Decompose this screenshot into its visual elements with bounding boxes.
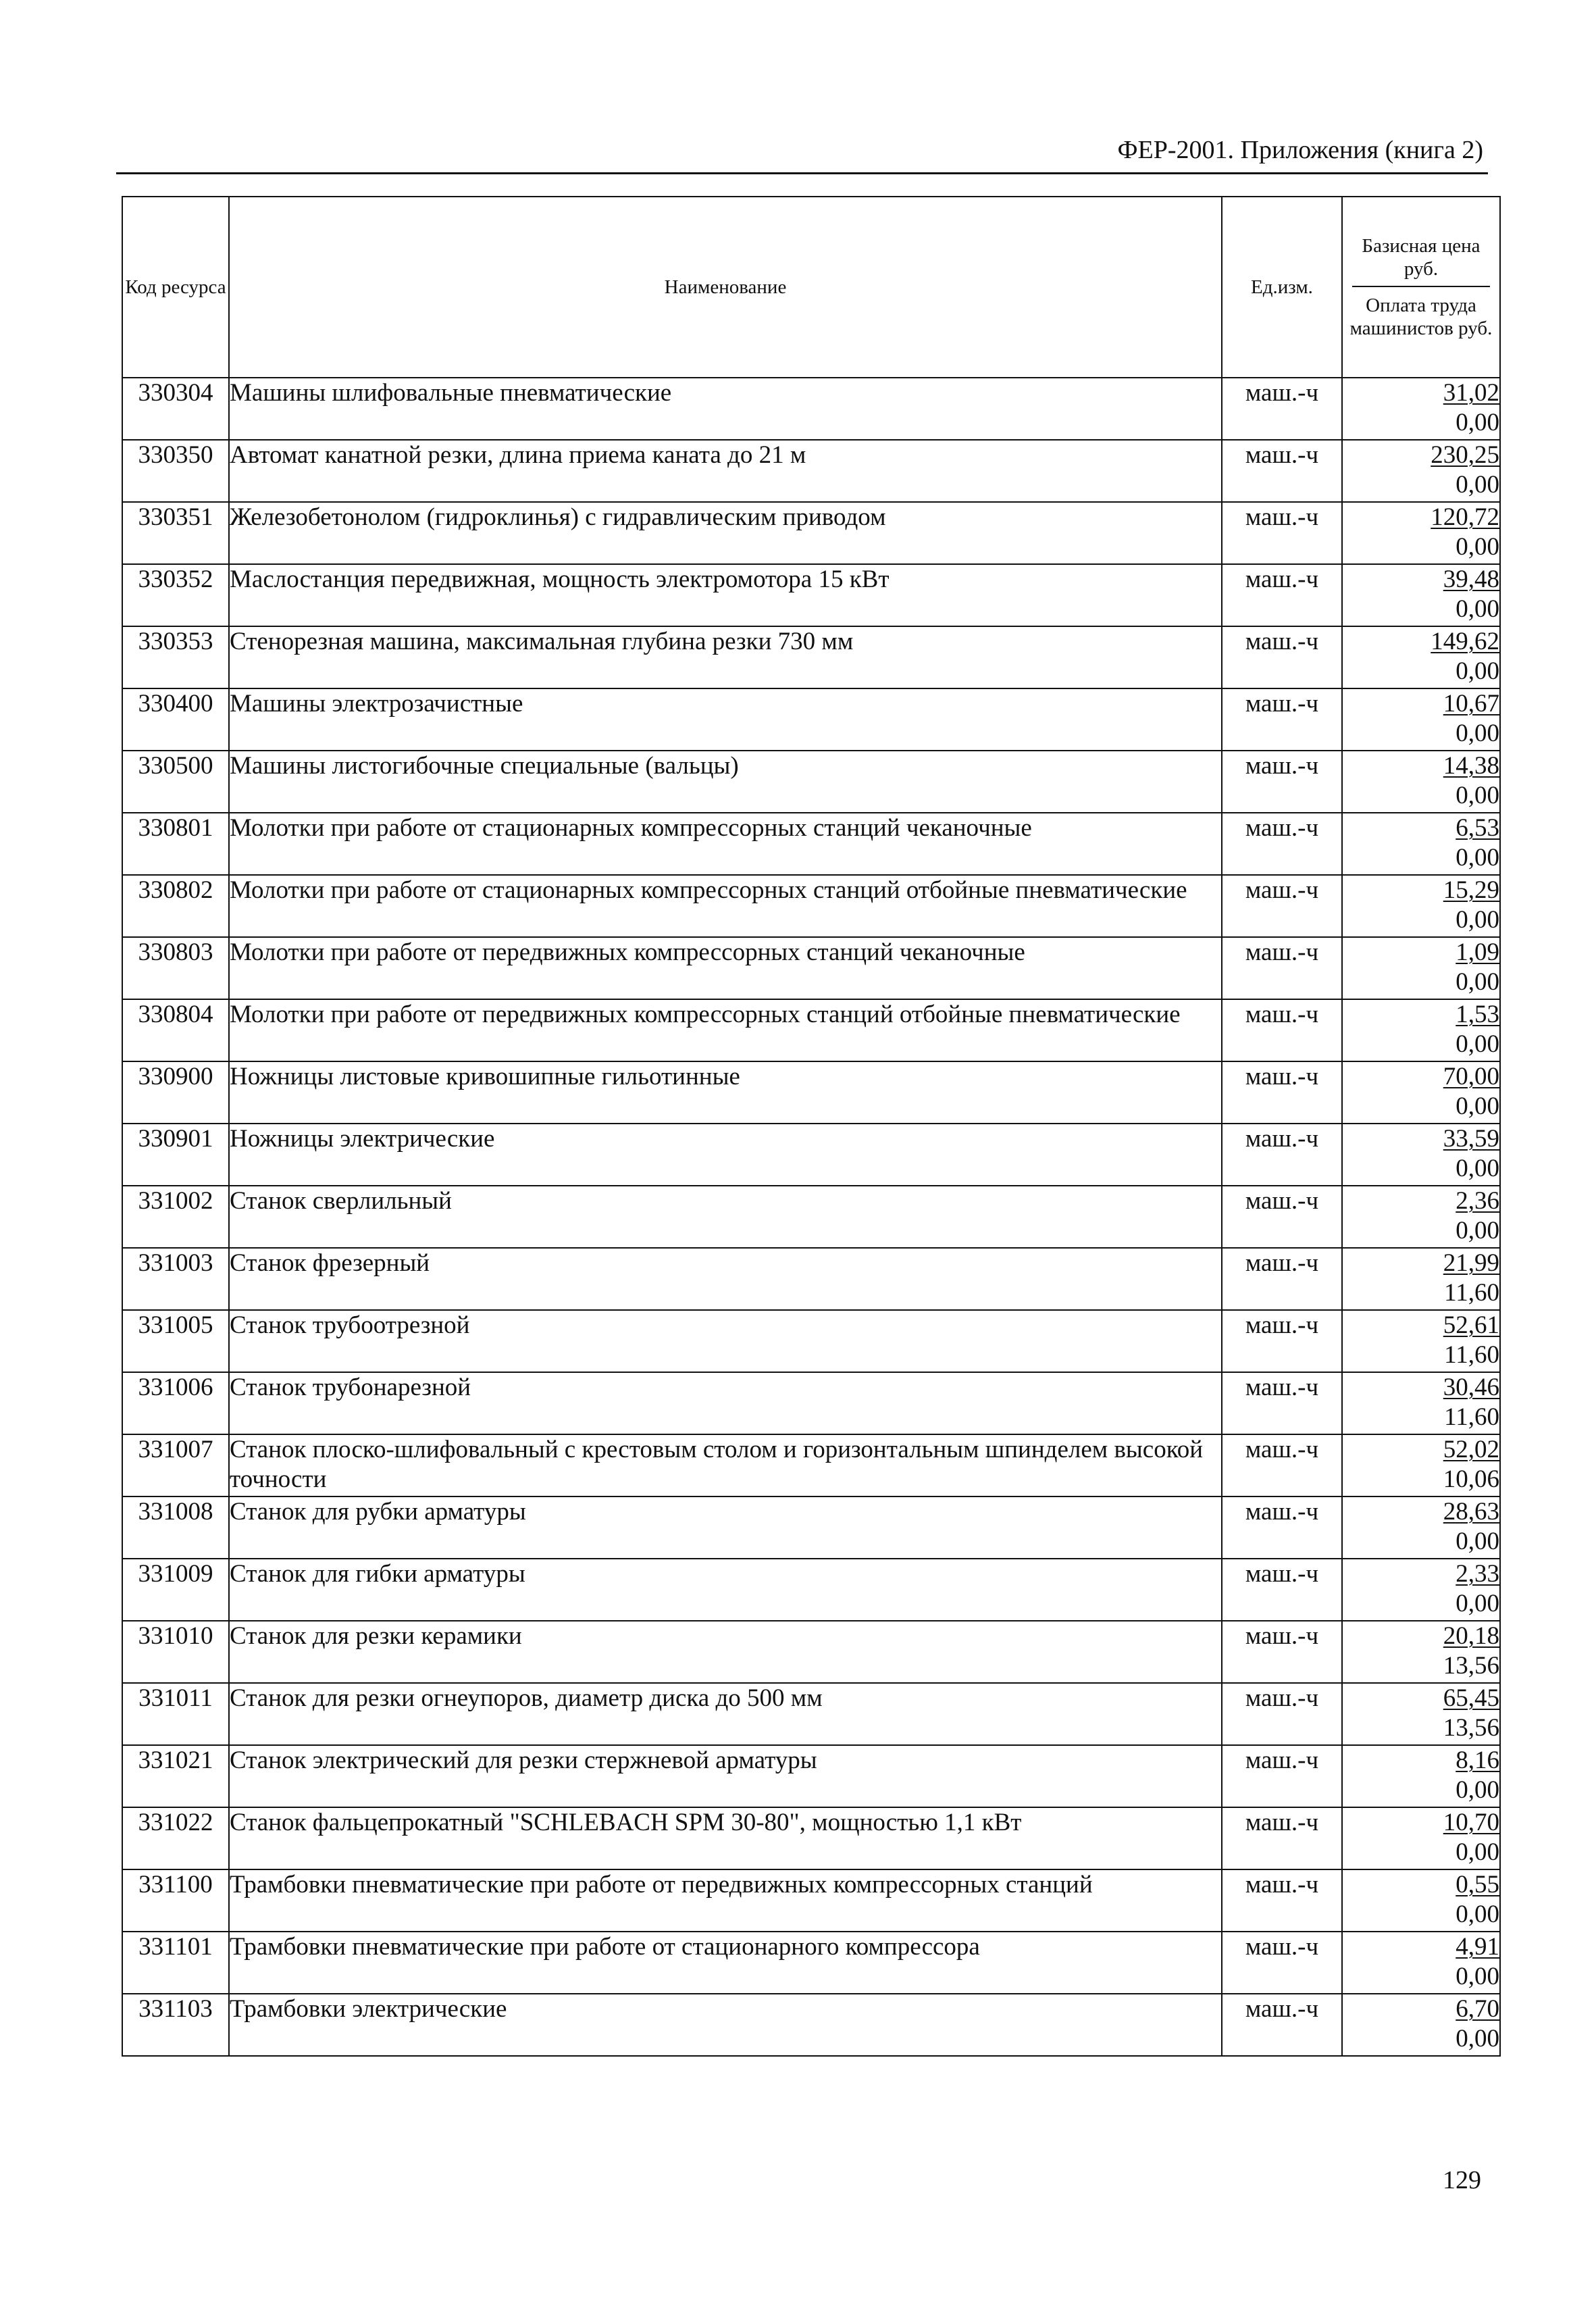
- resource-price-cell: [1342, 813, 1500, 875]
- base-price: 65,45: [1443, 1684, 1499, 1712]
- resource-name: Станок трубонарезной: [229, 1372, 1222, 1434]
- base-price: 15,29: [1443, 876, 1499, 904]
- resource-unit: маш.-ч: [1222, 1559, 1342, 1621]
- resource-unit: маш.-ч: [1222, 1869, 1342, 1932]
- resource-code: 330353: [122, 626, 229, 688]
- table-row: [122, 1683, 1500, 1745]
- resource-price-cell: [1342, 1745, 1500, 1807]
- resource-price-cell: [1342, 1932, 1500, 1994]
- resource-name: Стенорезная машина, максимальная глубина резки 730 мм: [229, 626, 1222, 688]
- table-row: [122, 875, 1500, 937]
- resource-unit: маш.-ч: [1222, 1372, 1342, 1434]
- base-price: 70,00: [1443, 1063, 1499, 1090]
- resource-name: Машины шлифовальные пневматические: [229, 378, 1222, 440]
- resource-code: 331007: [122, 1434, 229, 1496]
- table-row: [122, 1932, 1500, 1994]
- resource-unit: маш.-ч: [1222, 502, 1342, 564]
- resource-price-cell: [1342, 378, 1500, 440]
- resource-price-cell: [1342, 564, 1500, 626]
- resource-unit: маш.-ч: [1222, 688, 1342, 751]
- table-row: [122, 502, 1500, 564]
- resource-code: 330352: [122, 564, 229, 626]
- labor-price: 0,00: [1456, 1590, 1499, 1617]
- table-row: [122, 1186, 1500, 1248]
- resource-code: 331009: [122, 1559, 229, 1621]
- resource-name: Ножницы электрические: [229, 1124, 1222, 1186]
- resource-price-cell: [1342, 1434, 1500, 1496]
- table-row: [122, 1248, 1500, 1310]
- resource-name: Автомат канатной резки, длина приема каната до 21 м: [229, 440, 1222, 502]
- labor-price: 0,00: [1456, 1776, 1499, 1804]
- base-price: 230,25: [1431, 441, 1499, 469]
- column-header-price: [1342, 197, 1500, 378]
- table-row: [122, 378, 1500, 440]
- resource-code: 330304: [122, 378, 229, 440]
- resource-price-cell: [1342, 1310, 1500, 1372]
- base-price: 39,48: [1443, 565, 1499, 593]
- table-row: [122, 440, 1500, 502]
- resource-price-cell: [1342, 751, 1500, 813]
- column-header-divider: [1352, 286, 1490, 287]
- resource-name: Станок сверлильный: [229, 1186, 1222, 1248]
- labor-price: 0,00: [1456, 1838, 1499, 1866]
- resource-code: 331021: [122, 1745, 229, 1807]
- resource-unit: маш.-ч: [1222, 1994, 1342, 2056]
- resource-name: Трамбовки пневматические при работе от стационарного компрессора: [229, 1932, 1222, 1994]
- base-price: 28,63: [1443, 1498, 1499, 1526]
- resource-name: Станок фальцепрокатный "SCHLEBACH SPM 30-80", мощностью 1,1 кВт: [229, 1807, 1222, 1869]
- table-row: [122, 1496, 1500, 1559]
- resource-name: Трамбовки пневматические при работе от передвижных компрессорных станций: [229, 1869, 1222, 1932]
- resource-code: 331011: [122, 1683, 229, 1745]
- resource-code: 330351: [122, 502, 229, 564]
- resource-name: Маслостанция передвижная, мощность электромотора 15 кВт: [229, 564, 1222, 626]
- resource-price-cell: [1342, 1372, 1500, 1434]
- resource-price-table: [122, 196, 1501, 2057]
- resource-unit: маш.-ч: [1222, 1745, 1342, 1807]
- resource-price-cell: [1342, 1559, 1500, 1621]
- resource-price-cell: [1342, 1496, 1500, 1559]
- resource-price-cell: [1342, 1683, 1500, 1745]
- base-price: 33,59: [1443, 1125, 1499, 1153]
- resource-code: 331100: [122, 1869, 229, 1932]
- resource-name: Молотки при работе от стационарных компрессорных станций чеканочные: [229, 813, 1222, 875]
- base-price: 1,53: [1456, 1001, 1499, 1028]
- resource-name: Трамбовки электрические: [229, 1994, 1222, 2056]
- base-price: 10,67: [1443, 690, 1499, 718]
- base-price: 2,36: [1456, 1187, 1499, 1215]
- resource-code: 330900: [122, 1061, 229, 1124]
- resource-unit: маш.-ч: [1222, 378, 1342, 440]
- labor-price: 11,60: [1444, 1403, 1499, 1431]
- labor-price: 0,00: [1456, 1528, 1499, 1555]
- column-header-labor-price: Оплата труда машинистов руб.: [1349, 295, 1493, 339]
- resource-name: Станок для резки керамики: [229, 1621, 1222, 1683]
- resource-unit: маш.-ч: [1222, 626, 1342, 688]
- table-row: [122, 999, 1500, 1061]
- labor-price: 0,00: [1456, 1155, 1499, 1182]
- base-price: 149,62: [1431, 628, 1499, 655]
- table-row: [122, 1559, 1500, 1621]
- base-price: 52,61: [1443, 1311, 1499, 1339]
- resource-price-cell: [1342, 1186, 1500, 1248]
- base-price: 2,33: [1456, 1560, 1499, 1588]
- base-price: 20,18: [1443, 1622, 1499, 1650]
- column-header-unit: Ед.изм.: [1222, 197, 1342, 378]
- labor-price: 0,00: [1456, 533, 1499, 561]
- resource-unit: маш.-ч: [1222, 1434, 1342, 1496]
- base-price: 31,02: [1443, 379, 1499, 407]
- resource-name: Станок для резки огнеупоров, диаметр диска до 500 мм: [229, 1683, 1222, 1745]
- resource-name: Ножницы листовые кривошипные гильотинные: [229, 1061, 1222, 1124]
- resource-unit: маш.-ч: [1222, 1496, 1342, 1559]
- resource-code: 330500: [122, 751, 229, 813]
- resource-code: 331005: [122, 1310, 229, 1372]
- labor-price: 0,00: [1456, 1030, 1499, 1058]
- resource-code: 330804: [122, 999, 229, 1061]
- table-row: [122, 1310, 1500, 1372]
- resource-name: Станок для рубки арматуры: [229, 1496, 1222, 1559]
- resource-code: 331103: [122, 1994, 229, 2056]
- table-body: [122, 378, 1500, 2056]
- labor-price: 0,00: [1456, 1092, 1499, 1120]
- table-row: [122, 1061, 1500, 1124]
- resource-code: 331006: [122, 1372, 229, 1434]
- resource-price-cell: [1342, 1061, 1500, 1124]
- labor-price: 13,56: [1443, 1652, 1499, 1680]
- resource-unit: маш.-ч: [1222, 1248, 1342, 1310]
- resource-name: Станок для гибки арматуры: [229, 1559, 1222, 1621]
- table-row: [122, 1994, 1500, 2056]
- table-header-row: [122, 197, 1500, 378]
- resource-code: 331010: [122, 1621, 229, 1683]
- base-price: 120,72: [1431, 503, 1499, 531]
- base-price: 4,91: [1456, 1933, 1499, 1961]
- table-row: [122, 937, 1500, 999]
- base-price: 6,53: [1456, 814, 1499, 842]
- resource-unit: маш.-ч: [1222, 1932, 1342, 1994]
- labor-price: 0,00: [1456, 471, 1499, 499]
- resource-code: 330901: [122, 1124, 229, 1186]
- table-row: [122, 751, 1500, 813]
- base-price: 52,02: [1443, 1436, 1499, 1463]
- resource-price-cell: [1342, 937, 1500, 999]
- resource-price-cell: [1342, 502, 1500, 564]
- page-number: 129: [1443, 2166, 1481, 2194]
- resource-price-cell: [1342, 1124, 1500, 1186]
- labor-price: 13,56: [1443, 1714, 1499, 1742]
- running-header: ФЕР-2001. Приложения (книга 2): [1117, 136, 1483, 164]
- labor-price: 0,00: [1456, 1901, 1499, 1928]
- resource-price-cell: [1342, 999, 1500, 1061]
- resource-price-cell: [1342, 1621, 1500, 1683]
- table-row: [122, 564, 1500, 626]
- resource-name: Молотки при работе от передвижных компрессорных станций отбойные пневматические: [229, 999, 1222, 1061]
- labor-price: 0,00: [1456, 1217, 1499, 1244]
- table-row: [122, 1124, 1500, 1186]
- resource-price-cell: [1342, 440, 1500, 502]
- resource-name: Станок фрезерный: [229, 1248, 1222, 1310]
- resource-unit: маш.-ч: [1222, 564, 1342, 626]
- resource-name: Молотки при работе от передвижных компрессорных станций чеканочные: [229, 937, 1222, 999]
- base-price: 6,70: [1456, 1995, 1499, 2023]
- labor-price: 0,00: [1456, 720, 1499, 747]
- resource-unit: маш.-ч: [1222, 937, 1342, 999]
- table-row: [122, 1621, 1500, 1683]
- resource-unit: маш.-ч: [1222, 1124, 1342, 1186]
- base-price: 21,99: [1443, 1249, 1499, 1277]
- labor-price: 0,00: [1456, 595, 1499, 623]
- base-price: 14,38: [1443, 752, 1499, 780]
- column-header-base-price: Базисная цена руб.: [1362, 235, 1481, 280]
- labor-price: 0,00: [1456, 1963, 1499, 1990]
- resource-name: Машины листогибочные специальные (вальцы): [229, 751, 1222, 813]
- labor-price: 0,00: [1456, 409, 1499, 436]
- column-header-code: Код ресурса: [122, 197, 229, 378]
- column-header-name: Наименование: [229, 197, 1222, 378]
- base-price: 0,55: [1456, 1871, 1499, 1898]
- resource-price-cell: [1342, 875, 1500, 937]
- resource-name: Молотки при работе от стационарных компрессорных станций отбойные пневматические: [229, 875, 1222, 937]
- base-price: 30,46: [1443, 1374, 1499, 1401]
- resource-unit: маш.-ч: [1222, 751, 1342, 813]
- table-row: [122, 1807, 1500, 1869]
- resource-code: 330350: [122, 440, 229, 502]
- resource-code: 331008: [122, 1496, 229, 1559]
- resource-unit: маш.-ч: [1222, 875, 1342, 937]
- header-rule: [116, 172, 1488, 174]
- labor-price: 0,00: [1456, 2025, 1499, 2053]
- resource-unit: маш.-ч: [1222, 999, 1342, 1061]
- resource-code: 331101: [122, 1932, 229, 1994]
- resource-code: 330801: [122, 813, 229, 875]
- resource-price-cell: [1342, 688, 1500, 751]
- resource-unit: маш.-ч: [1222, 1807, 1342, 1869]
- table-row: [122, 1372, 1500, 1434]
- resource-unit: маш.-ч: [1222, 1186, 1342, 1248]
- labor-price: 0,00: [1456, 906, 1499, 934]
- table-row: [122, 1434, 1500, 1496]
- resource-unit: маш.-ч: [1222, 1310, 1342, 1372]
- resource-name: Станок электрический для резки стержневой арматуры: [229, 1745, 1222, 1807]
- table-row: [122, 688, 1500, 751]
- labor-price: 0,00: [1456, 844, 1499, 872]
- resource-price-cell: [1342, 1869, 1500, 1932]
- labor-price: 0,00: [1456, 782, 1499, 809]
- resource-unit: маш.-ч: [1222, 1061, 1342, 1124]
- base-price: 8,16: [1456, 1746, 1499, 1774]
- resource-code: 330802: [122, 875, 229, 937]
- resource-code: 331002: [122, 1186, 229, 1248]
- resource-price-cell: [1342, 1248, 1500, 1310]
- base-price: 1,09: [1456, 938, 1499, 966]
- table-row: [122, 1745, 1500, 1807]
- resource-name: Железобетонолом (гидроклинья) с гидравлическим приводом: [229, 502, 1222, 564]
- resource-price-cell: [1342, 1994, 1500, 2056]
- resource-unit: маш.-ч: [1222, 1683, 1342, 1745]
- base-price: 10,70: [1443, 1809, 1499, 1836]
- table-row: [122, 626, 1500, 688]
- resource-unit: маш.-ч: [1222, 1621, 1342, 1683]
- resource-code: 330400: [122, 688, 229, 751]
- labor-price: 11,60: [1444, 1341, 1499, 1369]
- resource-unit: маш.-ч: [1222, 813, 1342, 875]
- table-row: [122, 813, 1500, 875]
- resource-name: Станок плоско-шлифовальный с крестовым столом и горизонтальным шпинделем высокой точности: [229, 1434, 1222, 1496]
- resource-unit: маш.-ч: [1222, 440, 1342, 502]
- labor-price: 10,06: [1443, 1465, 1499, 1493]
- labor-price: 0,00: [1456, 657, 1499, 685]
- resource-code: 331022: [122, 1807, 229, 1869]
- resource-price-cell: [1342, 1807, 1500, 1869]
- table-row: [122, 1869, 1500, 1932]
- resource-code: 330803: [122, 937, 229, 999]
- resource-price-cell: [1342, 626, 1500, 688]
- labor-price: 0,00: [1456, 968, 1499, 996]
- resource-code: 331003: [122, 1248, 229, 1310]
- resource-name: Машины электрозачистные: [229, 688, 1222, 751]
- resource-name: Станок трубоотрезной: [229, 1310, 1222, 1372]
- labor-price: 11,60: [1444, 1279, 1499, 1307]
